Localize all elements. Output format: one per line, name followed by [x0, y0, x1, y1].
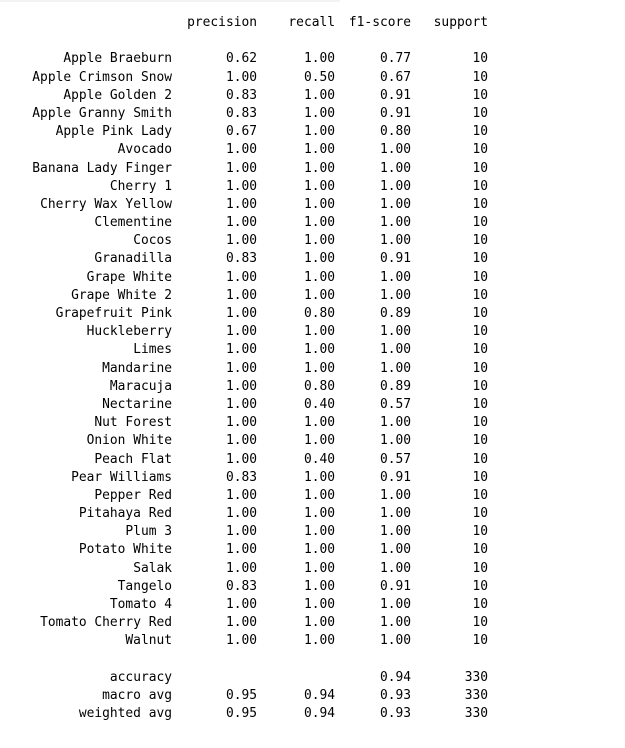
table-row	[0, 414, 625, 432]
recall-value: 1.00	[303, 615, 335, 631]
table-row	[0, 269, 625, 287]
table-row	[0, 396, 625, 414]
header-precision: precision	[187, 15, 257, 30]
recall-value: 1.00	[303, 560, 335, 576]
precision-value: 1.00	[225, 342, 257, 358]
row-label: Pitahaya Red	[78, 506, 172, 522]
recall-value: 0.80	[303, 378, 335, 394]
table-row	[0, 632, 625, 650]
row-label: Apple Crimson Snow	[32, 69, 172, 85]
f1-score-value: 1.00	[379, 233, 411, 249]
support-value: 10	[472, 378, 488, 394]
precision-value: 1.00	[225, 487, 257, 503]
blank-line	[0, 651, 625, 669]
support-value: 10	[472, 469, 488, 485]
precision-value: 1.00	[225, 597, 257, 612]
f1-score-value: 0.91	[379, 251, 411, 267]
precision-value: 0.62	[225, 51, 257, 67]
recall-value: 1.00	[303, 87, 335, 103]
table-row	[0, 141, 625, 159]
f1-score-value: 1.00	[379, 524, 411, 540]
support-value: 10	[472, 251, 488, 267]
precision-value: 0.95	[225, 687, 257, 703]
precision-value: 1.00	[225, 69, 257, 85]
precision-value: 1.00	[225, 215, 257, 231]
recall-value: 1.00	[303, 506, 335, 522]
f1-score-value: 0.91	[379, 578, 411, 594]
recall-value: 1.00	[303, 633, 335, 649]
f1-score-value: 1.00	[379, 506, 411, 522]
f1-score-value: 0.93	[379, 706, 411, 722]
precision-value: 1.00	[225, 451, 257, 467]
precision-value: 1.00	[225, 524, 257, 540]
table-row	[0, 69, 625, 87]
f1-score-value: 1.00	[379, 287, 411, 303]
header-support: support	[433, 15, 488, 30]
table-row	[0, 323, 625, 341]
support-value: 10	[472, 342, 488, 358]
row-label: Apple Granny Smith	[32, 105, 172, 121]
table-row	[0, 505, 625, 523]
precision-value: 1.00	[225, 433, 257, 449]
recall-value: 1.00	[303, 487, 335, 503]
row-label: Grape White	[86, 269, 172, 285]
f1-score-value: 1.00	[379, 415, 411, 431]
row-label: Tangelo	[117, 578, 172, 594]
support-value: 10	[472, 487, 488, 503]
support-value: 10	[472, 506, 488, 522]
f1-score-value: 1.00	[379, 560, 411, 576]
row-label: Granadilla	[94, 251, 172, 267]
f1-score-value: 1.00	[379, 542, 411, 558]
row-label: Clementine	[94, 215, 172, 231]
recall-value: 1.00	[303, 233, 335, 249]
row-label: Plum 3	[125, 524, 172, 540]
f1-score-value: 1.00	[379, 597, 411, 612]
f1-score-value: 1.00	[379, 142, 411, 158]
precision-value: 1.00	[225, 196, 257, 212]
row-label: Huckleberry	[86, 324, 172, 340]
f1-score-value: 0.91	[379, 469, 411, 485]
table-row	[0, 614, 625, 632]
recall-value: 1.00	[303, 324, 335, 340]
support-value: 10	[472, 324, 488, 340]
row-label: Grapefruit Pink	[55, 306, 172, 321]
support-value: 10	[472, 542, 488, 558]
f1-score-value: 1.00	[379, 196, 411, 212]
recall-value: 0.40	[303, 396, 335, 412]
table-row	[0, 105, 625, 123]
summary-row	[0, 687, 625, 705]
recall-value: 1.00	[303, 160, 335, 176]
table-row	[0, 487, 625, 505]
support-value: 10	[472, 633, 488, 649]
support-value: 10	[472, 396, 488, 412]
table-row	[0, 196, 625, 214]
support-value: 10	[472, 597, 488, 612]
row-label: Onion White	[86, 433, 172, 449]
table-row	[0, 578, 625, 596]
row-label: Cherry Wax Yellow	[40, 196, 172, 212]
table-row	[0, 87, 625, 105]
f1-score-value: 1.00	[379, 360, 411, 376]
f1-score-value: 1.00	[379, 178, 411, 194]
recall-value: 1.00	[303, 342, 335, 358]
support-value: 10	[472, 433, 488, 449]
precision-value: 0.83	[225, 578, 257, 594]
row-label: Mandarine	[102, 360, 172, 376]
precision-value: 1.00	[225, 378, 257, 394]
recall-value: 0.50	[303, 69, 335, 85]
f1-score-value: 0.57	[379, 451, 411, 467]
f1-score-value: 1.00	[379, 615, 411, 631]
table-row	[0, 160, 625, 178]
recall-value: 1.00	[303, 196, 335, 212]
support-value: 10	[472, 287, 488, 303]
f1-score-value: 1.00	[379, 633, 411, 649]
recall-value: 0.94	[303, 706, 335, 722]
table-row	[0, 523, 625, 541]
classification-report	[0, 14, 625, 723]
row-label: Apple Golden 2	[63, 87, 172, 103]
row-label: Banana Lady Finger	[32, 160, 172, 176]
summary-rows	[0, 669, 625, 724]
recall-value: 1.00	[303, 415, 335, 431]
row-label: Tomato 4	[109, 597, 172, 612]
header-recall: recall	[288, 15, 335, 30]
recall-value: 1.00	[303, 597, 335, 612]
recall-value: 1.00	[303, 542, 335, 558]
support-value: 10	[472, 578, 488, 594]
recall-value: 0.80	[303, 306, 335, 321]
precision-value: 1.00	[225, 287, 257, 303]
summary-row	[0, 669, 625, 687]
table-row	[0, 305, 625, 323]
precision-value: 1.00	[225, 560, 257, 576]
support-value: 10	[472, 615, 488, 631]
blank-line	[0, 32, 625, 50]
row-label: Potato White	[78, 542, 172, 558]
row-label: Pepper Red	[94, 487, 172, 503]
recall-value: 1.00	[303, 469, 335, 485]
support-value: 10	[472, 524, 488, 540]
support-value: 10	[472, 215, 488, 231]
row-label: Cherry 1	[109, 178, 172, 194]
f1-score-value: 0.93	[379, 687, 411, 703]
recall-value: 1.00	[303, 105, 335, 121]
recall-value: 0.94	[303, 687, 335, 703]
support-value: 10	[472, 105, 488, 121]
support-value: 10	[472, 87, 488, 103]
f1-score-value: 0.89	[379, 306, 411, 321]
row-label: Peach Flat	[94, 451, 172, 467]
support-value: 10	[472, 124, 488, 140]
f1-score-value: 1.00	[379, 269, 411, 285]
precision-value: 1.00	[225, 178, 257, 194]
recall-value: 1.00	[303, 287, 335, 303]
support-value: 10	[472, 178, 488, 194]
precision-value: 0.95	[225, 706, 257, 722]
row-label: Nectarine	[102, 396, 172, 412]
support-value: 10	[472, 269, 488, 285]
table-row	[0, 360, 625, 378]
row-label: Grape White 2	[71, 287, 172, 303]
precision-value: 1.00	[225, 142, 257, 158]
support-value: 330	[464, 706, 488, 722]
f1-score-value: 1.00	[379, 342, 411, 358]
row-label: accuracy	[109, 669, 172, 685]
f1-score-value: 0.89	[379, 378, 411, 394]
table-row	[0, 287, 625, 305]
row-label: macro avg	[102, 687, 172, 703]
table-row	[0, 378, 625, 396]
support-value: 10	[472, 160, 488, 176]
recall-value: 1.00	[303, 251, 335, 267]
support-value: 10	[472, 560, 488, 576]
precision-value: 0.83	[225, 105, 257, 121]
table-row	[0, 214, 625, 232]
table-row	[0, 560, 625, 578]
support-value: 330	[464, 687, 488, 703]
recall-value: 1.00	[303, 178, 335, 194]
recall-value: 1.00	[303, 269, 335, 285]
support-value: 330	[464, 669, 488, 685]
table-row	[0, 341, 625, 359]
support-value: 10	[472, 306, 488, 321]
support-value: 10	[472, 451, 488, 467]
row-label: Cocos	[133, 233, 172, 249]
table-row	[0, 232, 625, 250]
f1-score-value: 0.67	[379, 69, 411, 85]
f1-score-value: 1.00	[379, 215, 411, 231]
recall-value: 1.00	[303, 51, 335, 67]
summary-row	[0, 705, 625, 723]
f1-score-value: 0.77	[379, 51, 411, 67]
precision-value: 1.00	[225, 396, 257, 412]
recall-value: 0.40	[303, 451, 335, 467]
f1-score-value: 1.00	[379, 433, 411, 449]
row-label: Walnut	[125, 633, 172, 649]
header-row	[0, 14, 625, 32]
row-label: Tomato Cherry Red	[40, 615, 172, 631]
table-row	[0, 451, 625, 469]
precision-value: 0.83	[225, 87, 257, 103]
precision-value: 1.00	[225, 233, 257, 249]
precision-value: 1.00	[225, 415, 257, 431]
recall-value: 1.00	[303, 433, 335, 449]
f1-score-value: 0.94	[379, 669, 411, 685]
f1-score-value: 1.00	[379, 324, 411, 340]
precision-value: 1.00	[225, 160, 257, 176]
precision-value: 1.00	[225, 324, 257, 340]
support-value: 10	[472, 196, 488, 212]
precision-value: 1.00	[225, 506, 257, 522]
precision-value: 0.83	[225, 251, 257, 267]
f1-score-value: 1.00	[379, 487, 411, 503]
support-value: 10	[472, 142, 488, 158]
row-label: Limes	[133, 342, 172, 358]
header-f1-score: f1-score	[348, 15, 411, 30]
table-row	[0, 541, 625, 559]
recall-value: 1.00	[303, 215, 335, 231]
f1-score-value: 0.91	[379, 87, 411, 103]
support-value: 10	[472, 51, 488, 67]
f1-score-value: 1.00	[379, 160, 411, 176]
recall-value: 1.00	[303, 360, 335, 376]
row-label: weighted avg	[78, 706, 172, 722]
row-label: Salak	[133, 560, 172, 576]
row-label: Apple Braeburn	[63, 51, 172, 67]
support-value: 10	[472, 415, 488, 431]
f1-score-value: 0.57	[379, 396, 411, 412]
row-label: Apple Pink Lady	[55, 124, 172, 140]
support-value: 10	[472, 360, 488, 376]
recall-value: 1.00	[303, 124, 335, 140]
f1-score-value: 0.80	[379, 124, 411, 140]
class-rows	[0, 50, 625, 650]
precision-value: 0.83	[225, 469, 257, 485]
table-row	[0, 50, 625, 68]
recall-value: 1.00	[303, 578, 335, 594]
recall-value: 1.00	[303, 142, 335, 158]
precision-value: 0.67	[225, 124, 257, 140]
precision-value: 1.00	[225, 615, 257, 631]
table-row	[0, 123, 625, 141]
table-row	[0, 178, 625, 196]
precision-value: 1.00	[225, 360, 257, 376]
f1-score-value: 0.91	[379, 105, 411, 121]
row-label: Maracuja	[109, 378, 172, 394]
recall-value: 1.00	[303, 524, 335, 540]
table-row	[0, 596, 625, 614]
row-label: Avocado	[117, 142, 172, 158]
table-row	[0, 250, 625, 268]
row-label: Nut Forest	[94, 415, 172, 431]
row-label: Pear Williams	[71, 469, 172, 485]
precision-value: 1.00	[225, 269, 257, 285]
output-top-divider	[0, 0, 340, 2]
table-row	[0, 469, 625, 487]
precision-value: 1.00	[225, 542, 257, 558]
support-value: 10	[472, 69, 488, 85]
precision-value: 1.00	[225, 306, 257, 321]
table-row	[0, 432, 625, 450]
precision-value: 1.00	[225, 633, 257, 649]
support-value: 10	[472, 233, 488, 249]
